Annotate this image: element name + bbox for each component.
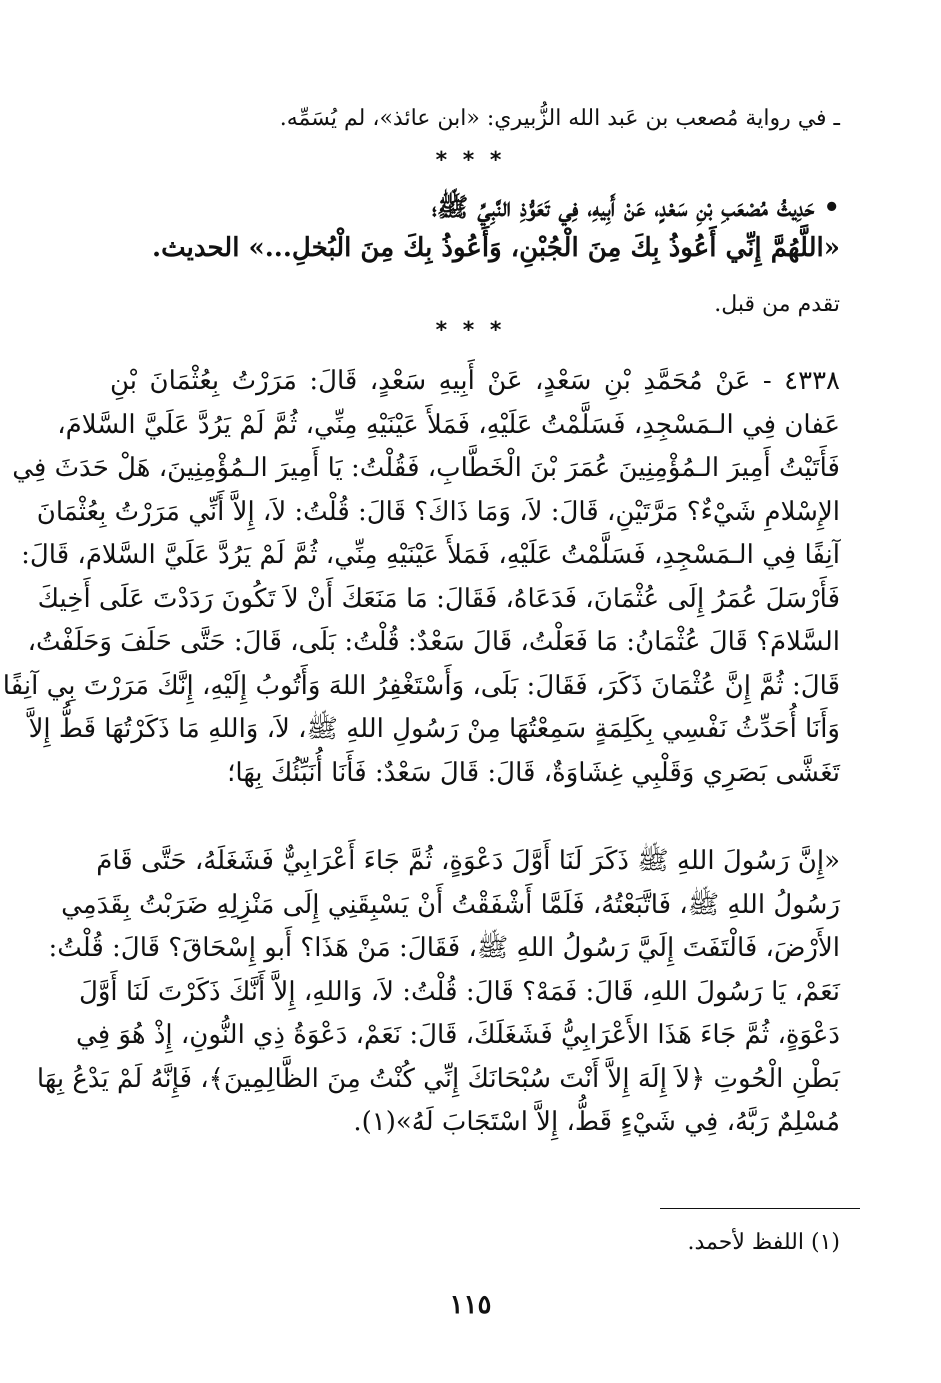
page-number: ١١٥ — [449, 1290, 492, 1320]
hadith-title-line-2: «اللَّهُمَّ إِنِّي أَعُوذُ بِكَ مِنَ الْجُبْنِ، وَأَعُوذُ بِكَ مِنَ الْبُخلِ...» الحديث. — [152, 233, 840, 263]
main-hadith — [2, 360, 840, 795]
footnote-text: (١) اللفظ لأحمد. — [687, 1230, 840, 1255]
footnote — [110, 1230, 840, 1255]
hadith-line: الإِسْلامِ شَيْءٌ؟ مَرَّتَيْنِ، قَالَ: لاَ، وَمَا ذَاكَ؟ قَالَ: قُلْتُ: لاَ، إِلاَّ أَنِّي مَرَرْتُ بِعُثْمَانَ — [36, 496, 840, 527]
quote-line: رَسُولُ اللهِ ﷺ، فَاتَّبَعْتُهُ، فَلَمَّا أَشْفَقْتُ أَنْ يَسْبِقَنِي إِلَى مَنْزِلِهِ ضَرَبْتُ بِقَدَمِي — [61, 889, 840, 920]
hadith-line: عَفان فِي الـمَسْجِدِ، فَسَلَّمْتُ عَلَيْهِ، فَمَلأَ عَيْنَيْهِ مِنِّي، ثُمَّ لَمْ يَرُدَّ عَلَيَّ السَّلامَ، — [57, 409, 840, 440]
hadith-line: فَأَتَيْتُ أَمِيرَ الـمُؤْمِنِينَ عُمَرَ بْنَ الْخَطَّابِ، فَقُلْتُ: يَا أَمِيرَ الـمُؤْمِنِينَ، هَلْ حَدَثَ فِي — [12, 453, 840, 483]
hadith-title-note — [110, 292, 840, 317]
hadith-title-line-1: • حَدِيثُ مُصْعَبِ بْنِ سَعْدٍ، عَنْ أَبِيهِ، فِي تَعَوُّذِ النَّبِيِّ ﷺ؛ — [431, 193, 840, 223]
hadith-title-block — [110, 188, 840, 268]
header-note-text: ـ في رواية مُصعب بن عَبد الله الزُّبيري: «ابن عائذ»، لم يُسَمِّه. — [279, 106, 840, 131]
quote-line: بَطْنِ الْحُوتِ ﴿لاَ إِلَهَ إِلاَّ أَنْتَ سُبْحَانَكَ إِنِّي كُنْتُ مِنَ الظَّالِمِينَ﴾، فَإِنَّهُ لَمْ يَدْعُ بِهَا — [36, 1063, 840, 1094]
quote-line: نَعَمْ، يَا رَسُولَ اللهِ، قَالَ: فَمَهْ؟ قَالَ: قُلْتُ: لاَ، وَاللهِ، إِلاَّ أَنَّكَ ذَكَرْتَ لَنَا أَوَّلَ — [78, 976, 840, 1007]
quote-paragraph — [36, 840, 840, 1145]
hadith-line: تَغَشَّى بَصَرِي وَقَلْبِي غِشَاوَةٌ، قَالَ: قَالَ سَعْدٌ: فَأَنَا أُنَبِّئُكَ بِهَا؛ — [227, 757, 840, 788]
quote-line: دَعْوَةٍ، ثُمَّ جَاءَ هَذَا الأَعْرَابِيُّ فَشَغَلَكَ، قَالَ: نَعَمْ، دَعْوَةُ ذِي النُّونِ، إِذْ هُوَ فِي — [76, 1020, 840, 1050]
hadith-line: وَأَنَا أُحَدِّثُ نَفْسِي بِكَلِمَةٍ سَمِعْتُهَا مِنْ رَسُولِ اللهِ ﷺ، لاَ، وَاللهِ مَا ذَكَرْتُهَا قَطُّ إِلاَّ — [28, 714, 840, 744]
hadith-line: قَالَ: ثُمَّ إِنَّ عُثْمَانَ ذَكَرَ، فَقَالَ: بَلَى، وَأَسْتَغْفِرُ اللهَ وَأَتُوبُ إِلَيْهِ، إِنَّكَ مَرَرْتَ بِي آنِفًا — [2, 670, 840, 701]
footnote-divider — [660, 1208, 860, 1209]
quote-line: مُسْلِمٌ رَبَّهُ، فِي شَيْءٍ قَطُّ، إِلاَّ اسْتَجَابَ لَهُ»(١). — [353, 1107, 840, 1137]
quote-line: «إِنَّ رَسُولَ اللهِ ﷺ ذَكَرَ لَنَا أَوَّلَ دَعْوَةٍ، ثُمَّ جَاءَ أَعْرَابِيٌّ فَشَغَلَهُ، حَتَّى قَامَ — [96, 846, 840, 876]
quote-line: الأَرْضَ، فَالْتَفَتَ إِلَيَّ رَسُولُ اللهِ ﷺ، فَقَالَ: مَنْ هَذَا؟ أَبو إِسْحَاقَ؟ قَالَ: قُلْتُ: — [48, 933, 840, 963]
hadith-line: آنِفًا فِي الـمَسْجِدِ، فَسَلَّمْتُ عَلَيْهِ، فَمَلأَ عَيْنَيْهِ مِنِّي، ثُمَّ لَمْ يَرُدَّ عَلَيَّ السَّلامَ، قَالَ: — [21, 540, 840, 570]
hadith-line: السَّلامَ؟ قَالَ عُثْمَانُ: مَا فَعَلْتُ، قَالَ سَعْدٌ: قُلْتُ: بَلَى، قَالَ: حَتَّى حَلَفَ وَحَلَفْتُ، — [27, 627, 840, 657]
hadith-line: فَأَرْسَلَ عُمَرُ إِلَى عُثْمَانَ، فَدَعَاهُ، فَقَالَ: مَا مَنَعَكَ أَنْ لاَ تَكُونَ رَدَدْتَ عَلَى أَخِيكَ — [37, 583, 840, 614]
hadith-line: ٤٣٣٨ - عَنْ مُحَمَّدِ بْنِ سَعْدٍ، عَنْ أَبِيهِ سَعْدٍ، قَالَ: مَرَرْتُ بِعُثْمَانَ بْنِ — [110, 366, 840, 396]
header-note — [110, 106, 840, 131]
hadith-title-line-3: تقدم من قبل. — [714, 292, 840, 317]
separator-1: * * * — [435, 148, 506, 173]
separator-2: * * * — [435, 318, 506, 343]
